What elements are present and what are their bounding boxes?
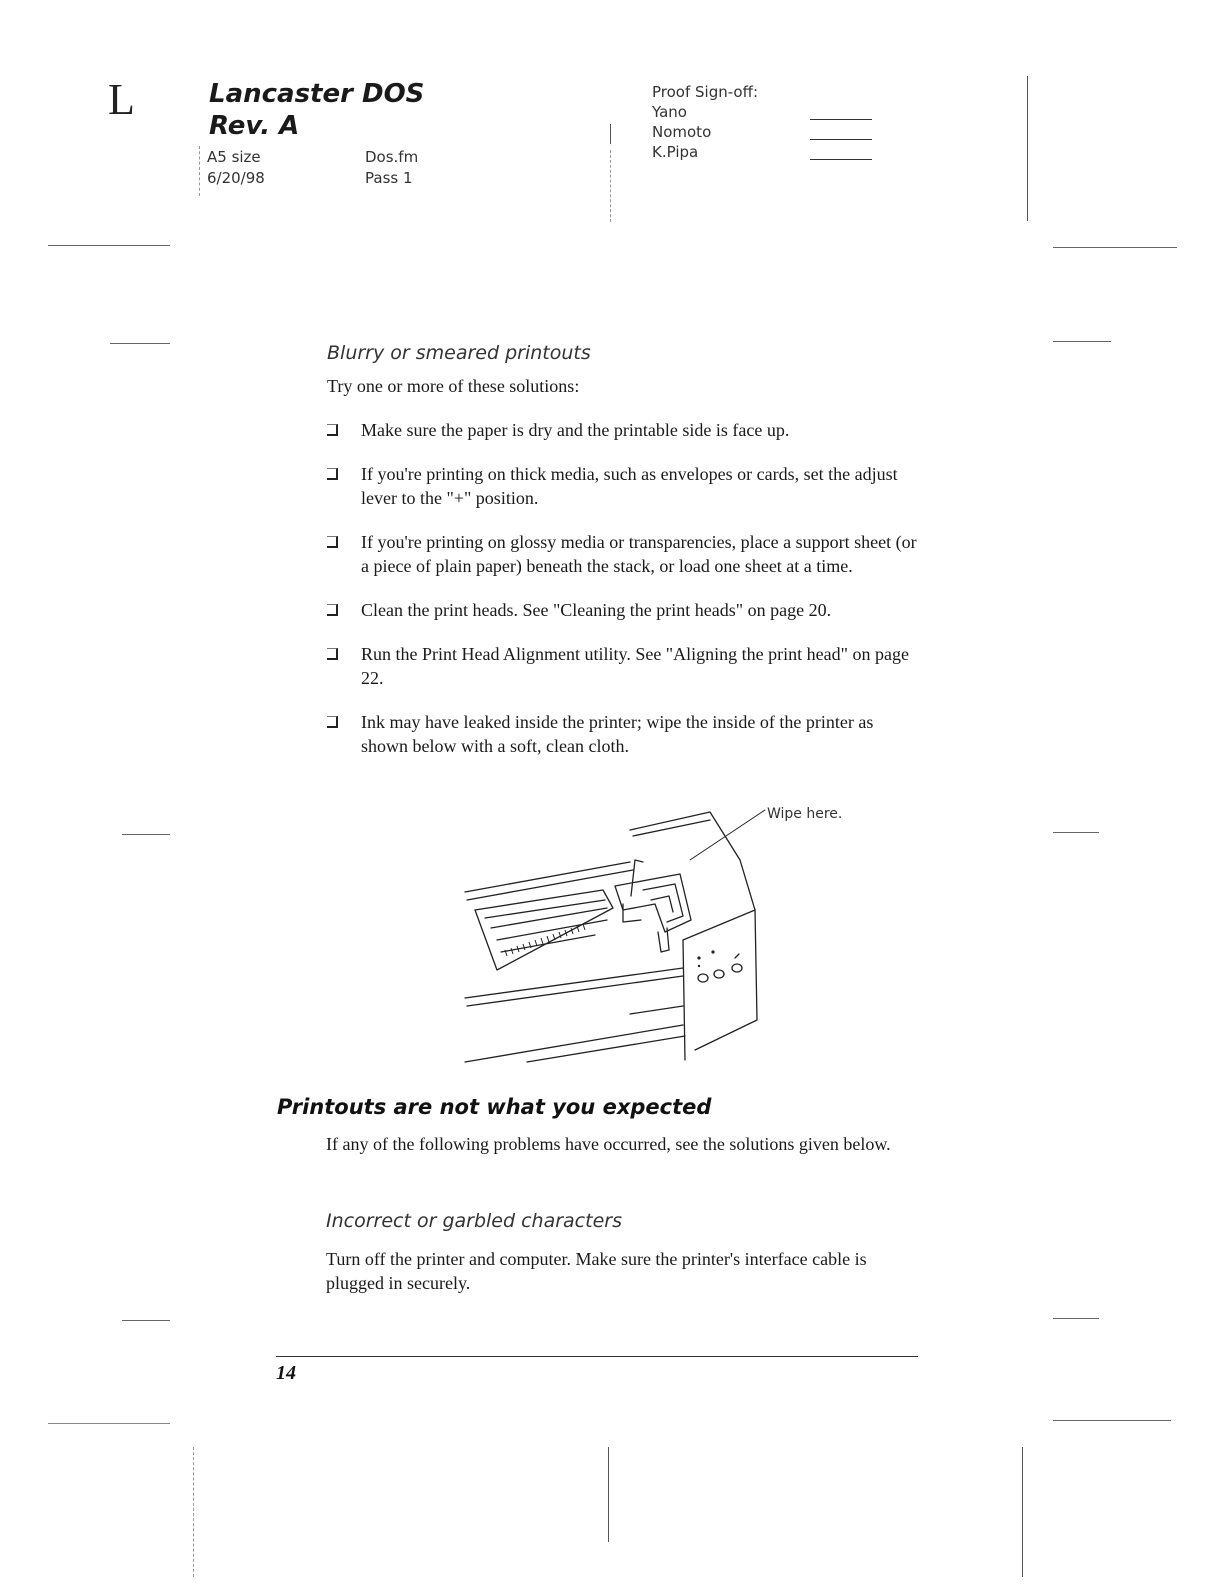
crop-mark [48, 245, 170, 246]
list-item: Ink may have leaked inside the printer; wipe the inside of the printer as shown below with a soft, clean cloth. [322, 710, 922, 758]
page-number: 14 [276, 1362, 296, 1384]
signature-line [810, 159, 872, 160]
checkbox-bullet-icon [327, 716, 338, 728]
file-name: Dos.fm [365, 148, 419, 166]
crop-mark [1053, 832, 1099, 833]
meta-right [365, 147, 418, 189]
paper-size: A5 size [207, 148, 261, 166]
crop-mark [1053, 1318, 1099, 1319]
crop-mark [122, 834, 170, 835]
proof-signoff [652, 82, 758, 162]
revision-date: 6/20/98 [207, 169, 265, 187]
list-item: Clean the print heads. See "Cleaning the print heads" on page 20. [322, 598, 922, 622]
checkbox-bullet-icon [327, 604, 338, 616]
meta-left [207, 147, 265, 189]
checkbox-bullet-icon [327, 468, 338, 480]
signature-line [810, 139, 872, 140]
list-item: Make sure the paper is dry and the printable side is face up. [322, 418, 922, 442]
registration-mark [199, 146, 200, 196]
registration-mark [610, 124, 611, 144]
garbled-characters-text: Turn off the printer and computer. Make sure the printer's interface cable is plugged in securely. [326, 1249, 867, 1293]
intro-text: Try one or more of these solutions: [327, 376, 580, 396]
crop-mark [48, 1423, 170, 1424]
document-title [209, 78, 424, 142]
section-intro: If any of the following problems have occurred, see the solutions given below. [326, 1134, 891, 1154]
registration-mark [193, 1447, 194, 1577]
page-letter: L [108, 75, 135, 124]
footer-rule [276, 1356, 918, 1357]
checkbox-bullet-icon [327, 424, 338, 436]
figure-callout: Wipe here. [767, 806, 843, 822]
crop-mark [122, 1320, 170, 1321]
list-item: If you're printing on glossy media or transparencies, place a support sheet (or a piece of plain paper) beneath the stack, or load one sheet at a time. [322, 530, 922, 578]
solutions-list [322, 418, 922, 778]
signature-line [810, 119, 872, 120]
registration-mark [1027, 76, 1028, 221]
list-item: Run the Print Head Alignment utility. See "Aligning the print head" on page 22. [322, 642, 922, 690]
title-line-2: Rev. A [209, 111, 300, 141]
signer-name: K.Pipa [652, 143, 699, 161]
signer-name: Nomoto [652, 123, 712, 141]
crop-mark [110, 343, 170, 344]
registration-mark [608, 1447, 609, 1542]
pass-number: Pass 1 [365, 169, 413, 187]
checkbox-bullet-icon [327, 536, 338, 548]
printer-illustration [455, 800, 775, 1070]
crop-mark [1053, 1420, 1171, 1421]
signer-name: Yano [652, 103, 687, 121]
crop-mark [1053, 247, 1177, 248]
registration-mark [1022, 1447, 1023, 1577]
registration-mark [610, 150, 611, 222]
title-line-1: Lancaster DOS [209, 79, 425, 109]
crop-mark [1053, 341, 1111, 342]
subheading-garbled-characters: Incorrect or garbled characters [326, 1210, 622, 1232]
checkbox-bullet-icon [327, 648, 338, 660]
proof-label: Proof Sign-off: [652, 83, 758, 101]
list-item: If you're printing on thick media, such as envelopes or cards, set the adjust lever to the "+" position. [322, 462, 922, 510]
subheading-blurry-printouts: Blurry or smeared printouts [327, 342, 591, 364]
section-heading: Printouts are not what you expected [277, 1095, 712, 1119]
